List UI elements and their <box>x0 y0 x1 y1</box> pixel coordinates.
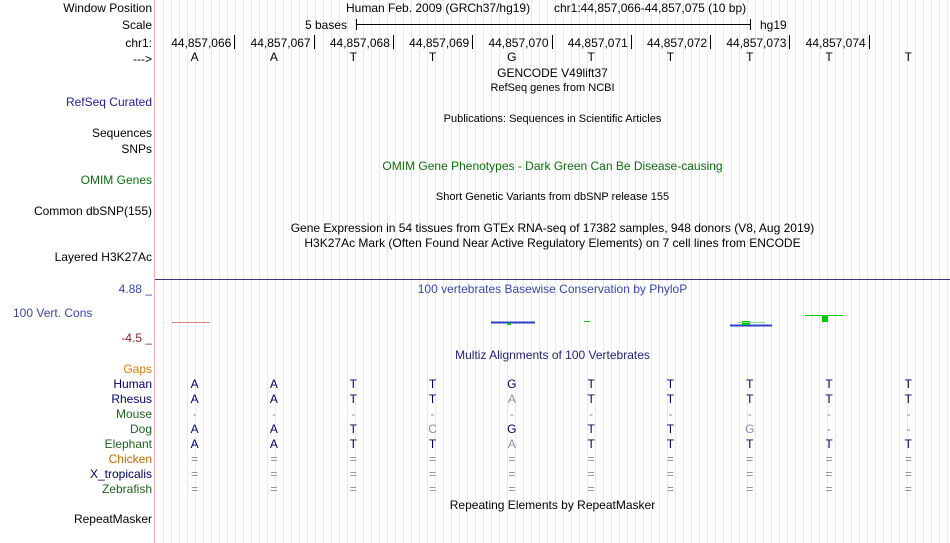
alignment-base: = <box>587 482 595 496</box>
base-letter: T <box>666 50 675 64</box>
alignment-base: T <box>587 422 595 436</box>
alignment-base: - <box>906 422 911 436</box>
alignment-base: T <box>904 392 913 406</box>
sequences-label[interactable]: Sequences <box>91 126 152 140</box>
alignment-base: = <box>270 482 278 496</box>
omim-genes-label[interactable]: OMIM Genes <box>80 173 152 187</box>
base-letter: T <box>587 50 595 64</box>
alignment-base: = <box>904 467 912 481</box>
alignment-base: = <box>508 452 516 466</box>
alignment-base: - <box>668 407 673 421</box>
scale-label: Scale <box>121 18 152 32</box>
species-label-chicken[interactable]: Chicken <box>108 452 152 466</box>
base-letter: T <box>428 50 437 64</box>
alignment-base: T <box>349 377 357 391</box>
base-letter: A <box>190 50 199 64</box>
phylop-conservation-graph <box>155 300 950 340</box>
alignment-base: = <box>746 452 754 466</box>
alignment-base: = <box>666 452 674 466</box>
alignment-base: A <box>190 422 199 436</box>
coordinate-label: 44,857,068 <box>329 36 390 50</box>
alignment-base: A <box>190 437 199 451</box>
species-label-rhesus[interactable]: Rhesus <box>111 392 152 406</box>
alignment-base: A <box>507 392 516 406</box>
common-dbsnp-label[interactable]: Common dbSNP(155) <box>33 204 152 218</box>
repeatmasker-label[interactable]: RepeatMasker <box>73 512 152 526</box>
alignment-base: = <box>904 482 912 496</box>
alignment-base: - <box>351 407 356 421</box>
alignment-base: = <box>191 467 199 481</box>
repeatmasker-track-title[interactable]: Repeating Elements by RepeatMasker <box>449 498 656 512</box>
alignment-base: T <box>587 377 595 391</box>
alignment-base: - <box>430 407 435 421</box>
alignment-base: = <box>587 467 595 481</box>
alignment-base: - <box>589 407 594 421</box>
alignment-base: A <box>507 437 516 451</box>
alignment-base: T <box>825 377 833 391</box>
alignment-base: - <box>827 422 832 436</box>
db-label: hg19 <box>760 18 787 32</box>
alignment-base: = <box>270 452 278 466</box>
alignment-base: = <box>429 482 437 496</box>
coordinate-tick <box>789 35 790 49</box>
alignment-base: G <box>507 377 517 391</box>
alignment-base: - <box>827 407 832 421</box>
coordinate-tick <box>552 35 553 49</box>
coordinate-label: 44,857,074 <box>805 36 866 50</box>
chrom-label: chr1: <box>125 36 152 50</box>
gaps-label[interactable]: Gaps <box>123 362 152 376</box>
species-label-human[interactable]: Human <box>113 377 152 391</box>
alignment-base: T <box>666 392 675 406</box>
scale-bar <box>356 24 750 25</box>
alignment-base: G <box>745 422 755 436</box>
alignment-base: - <box>271 407 276 421</box>
alignment-base: A <box>190 377 199 391</box>
alignment-base: T <box>349 392 357 406</box>
phylop-max-label: 4.88 _ <box>118 282 152 296</box>
alignment-base: T <box>666 377 675 391</box>
alignment-base: = <box>746 482 754 496</box>
scale-text: 5 bases <box>305 18 348 32</box>
coordinate-tick <box>472 35 473 49</box>
alignment-base: - <box>906 407 911 421</box>
layered-h3k27ac-label[interactable]: Layered H3K27Ac <box>54 250 152 264</box>
alignment-base: = <box>825 467 833 481</box>
alignment-base: T <box>746 392 754 406</box>
species-label-mouse[interactable]: Mouse <box>115 407 152 421</box>
alignment-base: A <box>269 377 278 391</box>
base-letter: T <box>349 50 357 64</box>
alignment-base: = <box>349 482 357 496</box>
alignment-base: T <box>428 377 437 391</box>
alignment-base: = <box>191 482 199 496</box>
coordinate-tick <box>234 35 235 49</box>
alignment-base: A <box>269 392 278 406</box>
coordinate-label: 44,857,070 <box>488 36 549 50</box>
gencode-track-title[interactable]: GENCODE V49lift37 <box>497 66 608 80</box>
coordinate-tick <box>869 35 870 49</box>
phylop-min-label: -4.5 _ <box>121 331 152 345</box>
alignment-base: T <box>428 392 437 406</box>
scale-bar-right-tick <box>750 19 751 30</box>
alignment-base: T <box>746 377 754 391</box>
alignment-base: T <box>825 392 833 406</box>
refseq-track-subtitle: RefSeq genes from NCBI <box>490 82 615 94</box>
alignment-base: = <box>746 467 754 481</box>
alignment-base: A <box>269 437 278 451</box>
alignment-base: - <box>509 407 514 421</box>
coordinate-label: 44,857,072 <box>647 36 708 50</box>
alignment-base: T <box>666 422 675 436</box>
species-label-dog[interactable]: Dog <box>129 422 152 436</box>
base-letter: T <box>904 50 913 64</box>
phylop-track-title[interactable]: 100 vertebrates Basewise Conservation by PhyloP <box>417 282 688 296</box>
publications-track-title[interactable]: Publications: Sequences in Scientific Articles <box>443 113 662 125</box>
alignment-base: C <box>428 422 437 436</box>
alignment-base: T <box>428 437 437 451</box>
alignment-base: = <box>825 452 833 466</box>
alignment-base: T <box>349 422 357 436</box>
species-label-x_tropicalis[interactable]: X_tropicalis <box>89 467 152 481</box>
coordinate-tick <box>314 35 315 49</box>
alignment-base: A <box>269 422 278 436</box>
coordinate-label: 44,857,067 <box>250 36 311 50</box>
alignment-base: T <box>904 437 913 451</box>
section-divider <box>155 279 950 280</box>
coordinate-label: 44,857,066 <box>171 36 232 50</box>
alignment-base: T <box>746 437 754 451</box>
omim-track-title[interactable]: OMIM Gene Phenotypes - Dark Green Can Be Disease-causing <box>382 159 723 173</box>
alignment-base: - <box>747 407 752 421</box>
multiz-track-title[interactable]: Multiz Alignments of 100 Vertebrates <box>455 348 650 362</box>
coordinate-label: 44,857,071 <box>567 36 628 50</box>
alignment-base: T <box>587 437 595 451</box>
alignment-base: = <box>191 452 199 466</box>
alignment-base: = <box>429 452 437 466</box>
alignment-base: T <box>587 392 595 406</box>
h3k27ac-track-title[interactable]: H3K27Ac Mark (Often Found Near Active Regulatory Elements) on 7 cell lines from ENCODE <box>304 236 801 250</box>
dbsnp-track-title[interactable]: Short Genetic Variants from dbSNP release 155 <box>435 191 670 203</box>
base-letter: A <box>269 50 278 64</box>
base-letter: G <box>507 50 517 64</box>
coordinate-tick <box>631 35 632 49</box>
species-label-zebrafish[interactable]: Zebrafish <box>101 482 152 496</box>
alignment-base: T <box>904 377 913 391</box>
coordinate-tick <box>393 35 394 49</box>
100-vert-cons-label[interactable]: 100 Vert. Cons <box>13 306 93 320</box>
assembly-title: Human Feb. 2009 (GRCh37/hg19) <box>346 1 531 15</box>
alignment-base: - <box>192 407 197 421</box>
alignment-base: G <box>507 422 517 436</box>
alignment-base: = <box>429 467 437 481</box>
alignment-base: = <box>349 452 357 466</box>
alignment-base: = <box>508 482 516 496</box>
alignment-base: = <box>508 467 516 481</box>
base-letter: T <box>746 50 754 64</box>
alignment-base: = <box>666 482 674 496</box>
species-label-elephant[interactable]: Elephant <box>104 437 152 451</box>
base-letter: T <box>825 50 833 64</box>
position-readout[interactable]: chr1:44,857,066-44,857,075 (10 bp) <box>554 1 747 15</box>
alignment-base: = <box>904 452 912 466</box>
alignment-base: = <box>270 467 278 481</box>
coordinate-label: 44,857,073 <box>726 36 787 50</box>
cons-mark-9b <box>822 316 828 322</box>
coordinate-tick <box>710 35 711 49</box>
alignment-base: T <box>825 437 833 451</box>
alignment-base: T <box>666 437 675 451</box>
alignment-base: A <box>190 392 199 406</box>
gtex-track-title[interactable]: Gene Expression in 54 tissues from GTEx RNA-seq of 17382 samples, 948 donors (V8, Aug 2019) <box>290 221 815 235</box>
alignment-base: = <box>349 467 357 481</box>
window-position-label: Window Position <box>63 1 152 15</box>
scale-bar-left-tick <box>356 19 357 30</box>
strand-label: ---> <box>133 52 152 66</box>
alignment-base: = <box>587 452 595 466</box>
alignment-base: = <box>825 482 833 496</box>
alignment-base: = <box>666 467 674 481</box>
snps-label[interactable]: SNPs <box>121 142 152 156</box>
refseq-curated-label[interactable]: RefSeq Curated <box>65 95 152 109</box>
coordinate-label: 44,857,069 <box>409 36 470 50</box>
alignment-base: T <box>349 437 357 451</box>
